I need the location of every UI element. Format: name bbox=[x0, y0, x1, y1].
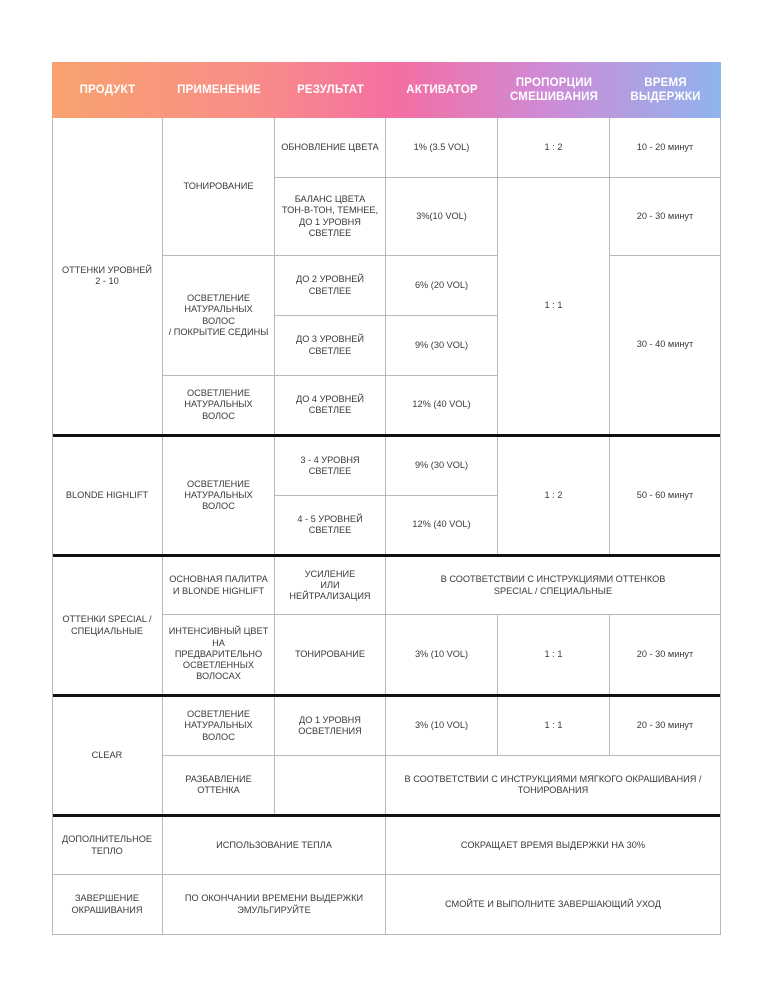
header-activator: АКТИВАТОР bbox=[406, 84, 478, 96]
cell-result-3-levels: ДО 3 УРОВНЕЙ СВЕТЛЕЕ bbox=[275, 316, 386, 376]
header-time: ВРЕМЯ ВЫДЕРЖКИ bbox=[630, 77, 701, 103]
cell-finish-effect: СМОЙТЕ И ВЫПОЛНИТЕ ЗАВЕРШАЮЩИЙ УХОД bbox=[386, 875, 721, 935]
cell-application-dilution: РАЗБАВЛЕНИЕ ОТТЕНКА bbox=[163, 756, 275, 815]
cell-time-blonde: 50 - 60 минут bbox=[610, 437, 721, 555]
cell-time-30-40: 30 - 40 минут bbox=[610, 256, 721, 435]
cell-time-clear: 20 - 30 минут bbox=[610, 697, 721, 756]
cell-proportion-blonde: 1 : 2 bbox=[498, 437, 610, 555]
cell-time-special: 20 - 30 минут bbox=[610, 615, 721, 695]
header-result: РЕЗУЛЬТАТ bbox=[297, 84, 364, 96]
cell-result-toning-special: ТОНИРОВАНИЕ bbox=[275, 615, 386, 695]
cell-finish-usage: ПО ОКОНЧАНИИ ВРЕМЕНИ ВЫДЕРЖКИ ЭМУЛЬГИРУЙТЕ bbox=[163, 875, 386, 935]
cell-application-blonde: ОСВЕТЛЕНИЕ НАТУРАЛЬНЫХ ВОЛОС bbox=[163, 437, 275, 555]
cell-application-lightening: ОСВЕТЛЕНИЕ НАТУРАЛЬНЫХ ВОЛОС bbox=[163, 376, 275, 435]
cell-time-10-20: 10 - 20 минут bbox=[610, 118, 721, 178]
cell-product-blonde-highlift: BLONDE HIGHLIFT bbox=[52, 437, 163, 555]
cell-finish-label: ЗАВЕРШЕНИЕ ОКРАШИВАНИЯ bbox=[52, 875, 163, 935]
cell-proportion-special: 1 : 1 bbox=[498, 615, 610, 695]
cell-activator-special: 3% (10 VOL) bbox=[386, 615, 498, 695]
cell-application-base-palette: ОСНОВНАЯ ПАЛИТРА И BLONDE HIGHLIFT bbox=[163, 557, 275, 615]
cell-activator-9pct: 9% (30 VOL) bbox=[386, 316, 498, 376]
cell-application-lightening-grey: ОСВЕТЛЕНИЕ НАТУРАЛЬНЫХ ВОЛОС / ПОКРЫТИЕ СЕДИНЫ bbox=[163, 256, 275, 376]
cell-heat-label: ДОПОЛНИТЕЛЬНОЕ ТЕПЛО bbox=[52, 817, 163, 875]
cell-result-color-refresh: ОБНОВЛЕНИЕ ЦВЕТА bbox=[275, 118, 386, 178]
cell-activator-blonde-12pct: 12% (40 VOL) bbox=[386, 496, 498, 555]
cell-result-color-balance: БАЛАНС ЦВЕТА ТОН-В-ТОН, ТЕМНЕЕ, ДО 1 УРОВНЯ СВЕТЛЕЕ bbox=[275, 178, 386, 256]
cell-product-clear: CLEAR bbox=[52, 697, 163, 815]
cell-result-2-levels: ДО 2 УРОВНЕЙ СВЕТЛЕЕ bbox=[275, 256, 386, 316]
table-header bbox=[52, 62, 721, 118]
cell-activator-6pct: 6% (20 VOL) bbox=[386, 256, 498, 316]
cell-proportion-clear: 1 : 1 bbox=[498, 697, 610, 756]
cell-activator-12pct: 12% (40 VOL) bbox=[386, 376, 498, 435]
cell-heat-effect: СОКРАЩАЕТ ВРЕМЯ ВЫДЕРЖКИ НА 30% bbox=[386, 817, 721, 875]
cell-result-3-4-levels: 3 - 4 УРОВНЯ СВЕТЛЕЕ bbox=[275, 437, 386, 496]
cell-note-special: В СООТВЕТСТВИИ С ИНСТРУКЦИЯМИ ОТТЕНКОВ SPECIAL / СПЕЦИАЛЬНЫЕ bbox=[386, 557, 721, 615]
header-proportions: ПРОПОРЦИИ СМЕШИВАНИЯ bbox=[509, 77, 599, 103]
cell-heat-usage: ИСПОЛЬЗОВАНИЕ ТЕПЛА bbox=[163, 817, 386, 875]
cell-proportion-1-1: 1 : 1 bbox=[498, 178, 610, 435]
cell-application-toning: ТОНИРОВАНИЕ bbox=[163, 118, 275, 256]
cell-result-enhance: УСИЛЕНИЕ ИЛИ НЕЙТРАЛИЗАЦИЯ bbox=[275, 557, 386, 615]
cell-activator-clear: 3% (10 VOL) bbox=[386, 697, 498, 756]
cell-activator-blonde-9pct: 9% (30 VOL) bbox=[386, 437, 498, 496]
cell-result-dilution-empty bbox=[275, 756, 386, 815]
header-product: ПРОДУКТ bbox=[79, 84, 136, 96]
cell-time-20-30: 20 - 30 минут bbox=[610, 178, 721, 256]
cell-result-4-levels: ДО 4 УРОВНЕЙ СВЕТЛЕЕ bbox=[275, 376, 386, 435]
mixing-table bbox=[52, 62, 721, 935]
cell-result-4-5-levels: 4 - 5 УРОВНЕЙ СВЕТЛЕЕ bbox=[275, 496, 386, 555]
header-application: ПРИМЕНЕНИЕ bbox=[177, 84, 261, 96]
cell-product-levels: ОТТЕНКИ УРОВНЕЙ 2 - 10 bbox=[52, 118, 163, 435]
cell-product-special: ОТТЕНКИ SPECIAL / СПЕЦИАЛЬНЫЕ bbox=[52, 557, 163, 695]
cell-note-clear: В СООТВЕТСТВИИ С ИНСТРУКЦИЯМИ МЯГКОГО ОКРАШИВАНИЯ / ТОНИРОВАНИЯ bbox=[386, 756, 721, 815]
cell-proportion-1-2: 1 : 2 bbox=[498, 118, 610, 178]
cell-application-clear: ОСВЕТЛЕНИЕ НАТУРАЛЬНЫХ ВОЛОС bbox=[163, 697, 275, 756]
cell-activator-1pct: 1% (3.5 VOL) bbox=[386, 118, 498, 178]
cell-result-clear: ДО 1 УРОВНЯ ОСВЕТЛЕНИЯ bbox=[275, 697, 386, 756]
cell-activator-3pct: 3%(10 VOL) bbox=[386, 178, 498, 256]
cell-application-intense: ИНТЕНСИВНЫЙ ЦВЕТ НА ПРЕДВАРИТЕЛЬНО ОСВЕТЛЕННЫХ ВОЛОСАХ bbox=[163, 615, 275, 695]
